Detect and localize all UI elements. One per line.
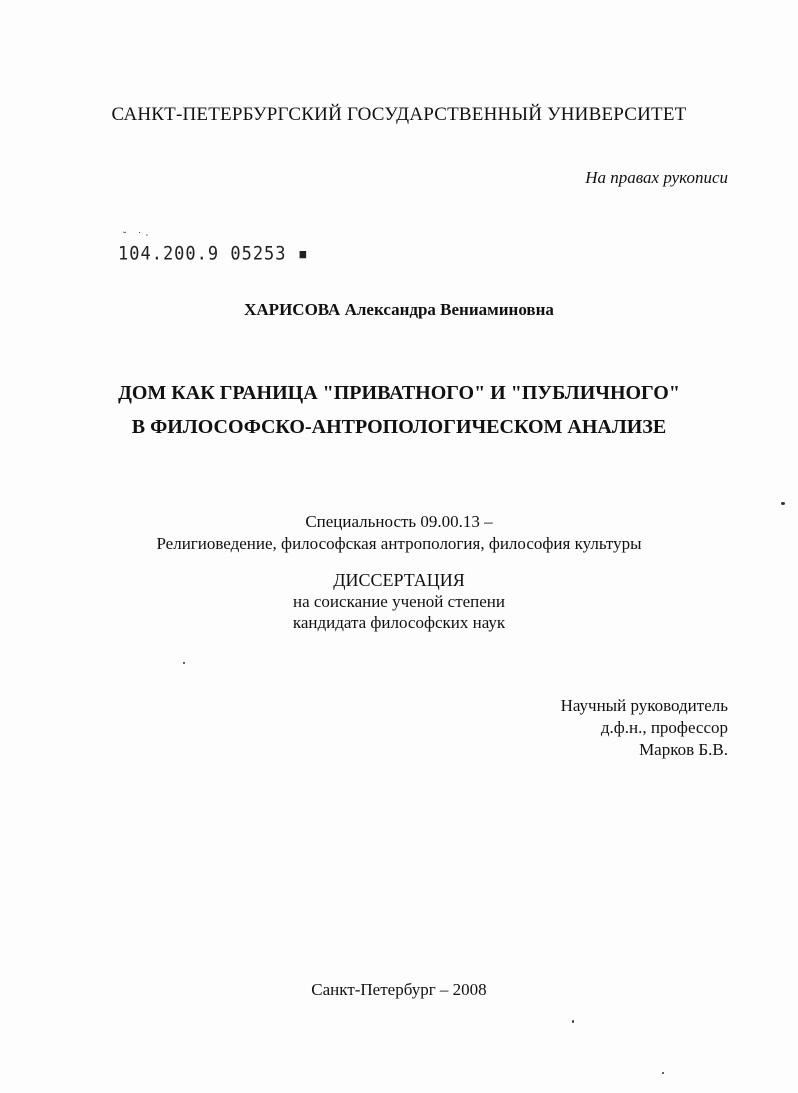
- author-given-names: Александра Вениаминовна: [344, 300, 554, 319]
- title-line-1: ДОМ КАК ГРАНИЦА "ПРИВАТНОГО" И "ПУБЛИЧНОГО": [118, 382, 680, 404]
- author-name: [0, 300, 798, 320]
- degree-name: кандидата философских наук: [292, 613, 506, 632]
- specialty-code: Специальность 09.00.13 –: [305, 512, 493, 531]
- supervisor-name: Марков Б.В.: [639, 740, 728, 759]
- dissertation-title: [0, 376, 798, 444]
- dissertation-kind: ДИССЕРТАЦИЯ: [333, 570, 465, 590]
- stamp-dash: ▪: [286, 243, 310, 265]
- scan-speck: [572, 1020, 574, 1023]
- university-name: САНКТ-ПЕТЕРБУРГСКИЙ ГОСУДАРСТВЕННЫЙ УНИВЕРСИТЕТ: [111, 104, 687, 125]
- degree-purpose: на соискание ученой степени: [292, 592, 506, 611]
- stamp-marks: ˘ ˙ˑ: [122, 232, 152, 243]
- supervisor-block: [561, 695, 728, 761]
- scan-speck: [781, 502, 785, 505]
- specialty-fields: Религиоведение, философская антропология, философия культуры: [156, 534, 642, 553]
- supervisor-degree: д.ф.н., профессор: [600, 718, 728, 737]
- library-code-text: 104.200.9 05253: [118, 243, 287, 265]
- city-and-year: Санкт-Петербург – 2008: [311, 980, 487, 999]
- dissertation-block: [0, 570, 798, 633]
- specialty-block: [0, 511, 798, 555]
- scan-speck: [183, 662, 185, 664]
- scan-speck: [662, 1072, 664, 1074]
- author-surname: ХАРИСОВА: [244, 300, 341, 319]
- supervisor-role: Научный руководитель: [560, 696, 728, 715]
- manuscript-rights-note: На правах рукописи: [585, 168, 728, 187]
- library-stamp-code: [118, 232, 310, 265]
- title-line-2: В ФИЛОСОФСКО-АНТРОПОЛОГИЧЕСКОМ АНАЛИЗЕ: [131, 416, 667, 438]
